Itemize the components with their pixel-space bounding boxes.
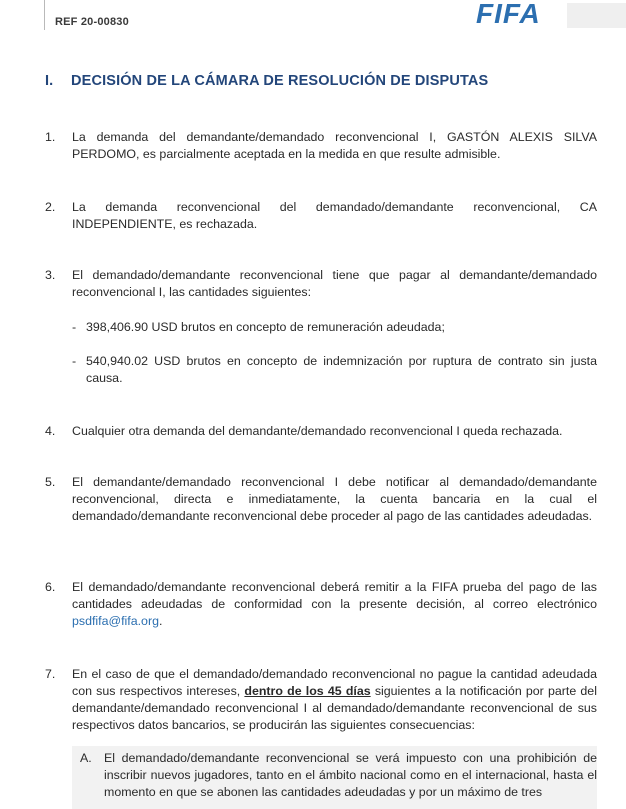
item-number: 5. — [45, 475, 56, 489]
item-text-body: El demandado/demandante reconvencional deberá remitir a la FIFA prueba del pago de las cantidades adeudadas de conformidad con la presente decisión, al correo electrónico — [72, 580, 597, 611]
item-number: 6. — [45, 580, 56, 594]
decision-item-1 — [45, 129, 597, 163]
section-numeral: I. — [45, 73, 54, 89]
item-text: El demandante/demandado reconvencional I debe notificar al demandado/demandante reconvencional, directa e inmediatamente, la cuenta bancaria en la cual el demandado/demandante reconvencional debe proceder al pago de las cantidades adeudadas. — [72, 475, 597, 523]
logo-placeholder-box — [567, 3, 626, 28]
decision-item-2 — [45, 199, 597, 233]
item-text: El demandado/demandante reconvencional tiene que pagar al demandante/demandado reconvencional I, las cantidades siguientes: — [72, 268, 597, 299]
email-link[interactable]: psdfifa@fifa.org — [72, 614, 159, 628]
email-suffix: . — [158, 614, 163, 628]
consequence-a — [72, 746, 597, 809]
fifa-logo: FIFA — [476, 0, 541, 29]
item-number: 4. — [45, 424, 56, 438]
section-title — [45, 73, 488, 89]
bullet-dash: - — [72, 354, 77, 368]
decision-item-4 — [45, 423, 597, 440]
header-divider — [44, 0, 45, 30]
decision-item-7 — [45, 666, 597, 734]
item-number: 7. — [45, 667, 56, 681]
decision-item-5 — [45, 474, 597, 525]
item-text — [72, 666, 597, 734]
item-text: La demanda del demandante/demandado reconvencional I, GASTÓN ALEXIS SILVA PERDOMO, es parcialmente aceptada en la medida en que resulte admisible. — [72, 130, 597, 161]
payment-text: 540,940.02 USD brutos en concepto de indemnización por ruptura de contrato sin justa causa. — [86, 354, 597, 385]
bullet-dash: - — [72, 320, 77, 334]
payment-line-remuneration — [72, 319, 597, 336]
item-text — [72, 579, 597, 630]
item-text-after: siguientes a la notificación por parte del demandante/demandado reconvencional I al demandado/demandante reconvencional de sus respectivos datos bancarios, se producirán las siguientes consecuencias: — [72, 684, 597, 732]
item-number: 1. — [45, 130, 56, 144]
item-text: La demanda reconvencional del demandado/demandante reconvencional, CA INDEPENDIENTE, es rechazada. — [72, 200, 597, 231]
item-text: Cualquier otra demanda del demandante/demandado reconvencional I queda rechazada. — [72, 424, 563, 438]
item-text-before: En el caso de que el demandado/demandado reconvencional no pague la cantidad adeudada con sus respectivos intereses, — [72, 667, 597, 698]
consequence-text: El demandado/demandante reconvencional se verá impuesto con una prohibición de inscribir nuevos jugadores, tanto en el ámbito nacional como en el internacional, hasta el momento en que se abonen las cantidades adeudadas y por un máximo de tres — [104, 751, 597, 799]
item-number: 2. — [45, 200, 56, 214]
deadline-emphasis: dentro de los 45 días — [244, 684, 371, 698]
consequence-letter: A. — [80, 751, 92, 765]
reference-number: REF 20-00830 — [55, 16, 129, 28]
item-number: 3. — [45, 268, 56, 282]
payment-line-compensation — [72, 353, 597, 387]
decision-item-3 — [45, 267, 597, 301]
decision-item-6 — [45, 579, 597, 630]
section-heading: DECISIÓN DE LA CÁMARA DE RESOLUCIÓN DE DISPUTAS — [71, 73, 489, 89]
payment-text: 398,406.90 USD brutos en concepto de remuneración adeudada; — [86, 320, 445, 334]
